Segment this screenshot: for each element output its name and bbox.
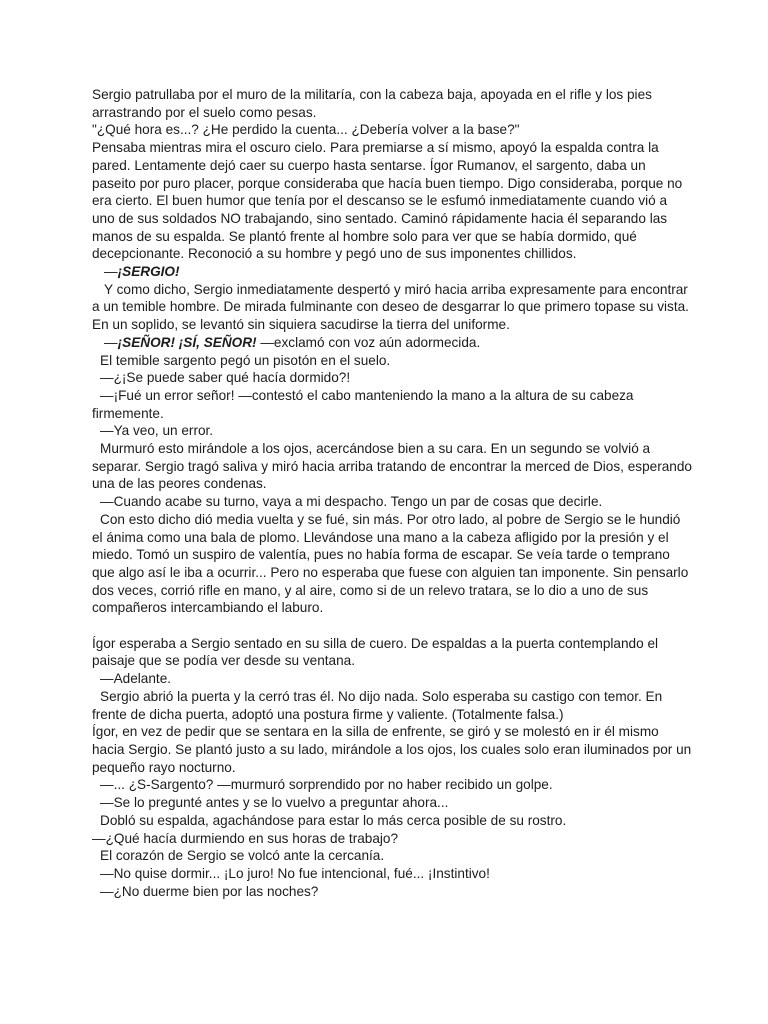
dialogue-line: —No quise dormir... ¡Lo juro! No fue intencional, fué... ¡Instintivo! — [100, 865, 490, 881]
paragraph: El corazón de Sergio se volcó ante la cercanía. — [100, 848, 385, 864]
dialogue-line: —Ya veo, un error. — [100, 423, 214, 439]
dialogue-dash: — — [104, 264, 118, 280]
dialogue-tag: —exclamó con voz aún adormecida. — [256, 334, 481, 350]
paragraph: Murmuró esto mirándole a los ojos, acercándose bien a su cara. En un segundo se volvió a separar. Sergio tragó saliva y miró hacia arriba tratando de encontrar la merced de Dios, esperando una de las peores condenas. — [92, 441, 692, 492]
paragraph: Con esto dicho dió media vuelta y se fué, sin más. Por otro lado, al pobre de Sergio se le hundió el ánima como una bala de plomo. Llevándose una mano a la cabeza afligido por la presión y el miedo. Tomó un suspiro de valentía, pues no había forma de escapar. Se veía tarde o temprano que algo así le iba a ocurrir... Pero no esperaba que fuese con alguien tan imponente. Sin pensarlo dos veces, corrió rifle en mano, y al aire, como si de un relevo tratara, se lo dio a uno de sus compañeros intercambiando el laburo. — [92, 511, 689, 616]
document-body — [92, 86, 692, 900]
dialogue-line: —Adelante. — [100, 671, 172, 687]
emphasized-shout: ¡SEÑOR! ¡SÍ, SEÑOR! — [117, 334, 257, 350]
dialogue-line: —¿No duerme bien por las noches? — [100, 883, 319, 899]
dialogue-line: —¿Qué hacía durmiendo en sus horas de trabajo? — [92, 830, 399, 846]
paragraph: El temible sargento pegó un pisotón en el suelo. — [100, 352, 391, 368]
paragraph: Y como dicho, Sergio inmediatamente despertó y miró hacia arriba expresamente para encontrar a un temible hombre. De mirada fulminante con deseo de desgarrar lo que primero topase su vista. En un soplido, se levantó sin siquiera sacudirse la tierra del uniforme. — [92, 281, 689, 333]
emphasized-shout: ¡SERGIO! — [117, 264, 180, 280]
dialogue-line: —¡Fué un error señor! —contestó el cabo manteniendo la mano a la altura de su cabeza firmemente. — [92, 387, 634, 421]
paragraph: Ígor esperaba a Sergio sentado en su silla de cuero. De espaldas a la puerta contemplando el paisaje que se podía ver desde su ventana. — [92, 635, 659, 669]
dialogue-line: —¿¡Se puede saber qué hacía dormido?! — [100, 370, 351, 386]
dialogue-dash: — — [104, 334, 118, 350]
paragraph: Ígor, en vez de pedir que se sentara en la silla de enfrente, se giró y se molestó en ir él mismo hacia Sergio. Se plantó justo a su lado, mirándole a los ojos, los cuales solo eran iluminados por un pequeño rayo nocturno. — [92, 724, 692, 775]
paragraph: Sergio abrió la puerta y la cerró tras él. No dijo nada. Solo esperaba su castigo con temor. En frente de dicha puerta, adoptó una postura firme y valiente. (Totalmente falsa.) — [92, 688, 663, 722]
dialogue-line: —Se lo pregunté antes y se lo vuelvo a preguntar ahora... — [100, 795, 449, 811]
dialogue-line — [92, 334, 692, 352]
blank-line — [92, 617, 692, 635]
dialogue-line: —... ¿S-Sargento? —murmuró sorprendido por no haber recibido un golpe. — [100, 777, 553, 793]
paragraph: "¿Qué hora es...? ¿He perdido la cuenta... ¿Debería volver a la base?" — [92, 122, 520, 138]
dialogue-line — [92, 263, 692, 281]
paragraph: Pensaba mientras mira el oscuro cielo. Para premiarse a sí mismo, apoyó la espalda contra la pared. Lentamente dejó caer su cuerpo hasta sentarse. Ígor Rumanov, el sargento, daba un paseito por puro placer, porque consideraba que hacía buen tiempo. Digo consideraba, porque no era cierto. El buen humor que tenía por el descanso se le esfumó inmediatamente cuando vió a uno de sus soldados NO trabajando, sino sentado. Caminó rápidamente hacia él separando las manos de su espalda. Se plantó frente al hombre solo para ver que se había dormido, qué decepcionante. Reconoció a su hombre y pegó uno de sus imponentes chillidos. — [92, 140, 683, 262]
dialogue-line: —Cuando acabe su turno, vaya a mi despacho. Tengo un par de cosas que decirle. — [100, 494, 603, 510]
paragraph: Sergio patrullaba por el muro de la militaría, con la cabeza baja, apoyada en el rifle y los pies arrastrando por el suelo como pesas. — [92, 87, 652, 120]
paragraph: Dobló su espalda, agachándose para estar lo más cerca posible de su rostro. — [100, 812, 567, 828]
